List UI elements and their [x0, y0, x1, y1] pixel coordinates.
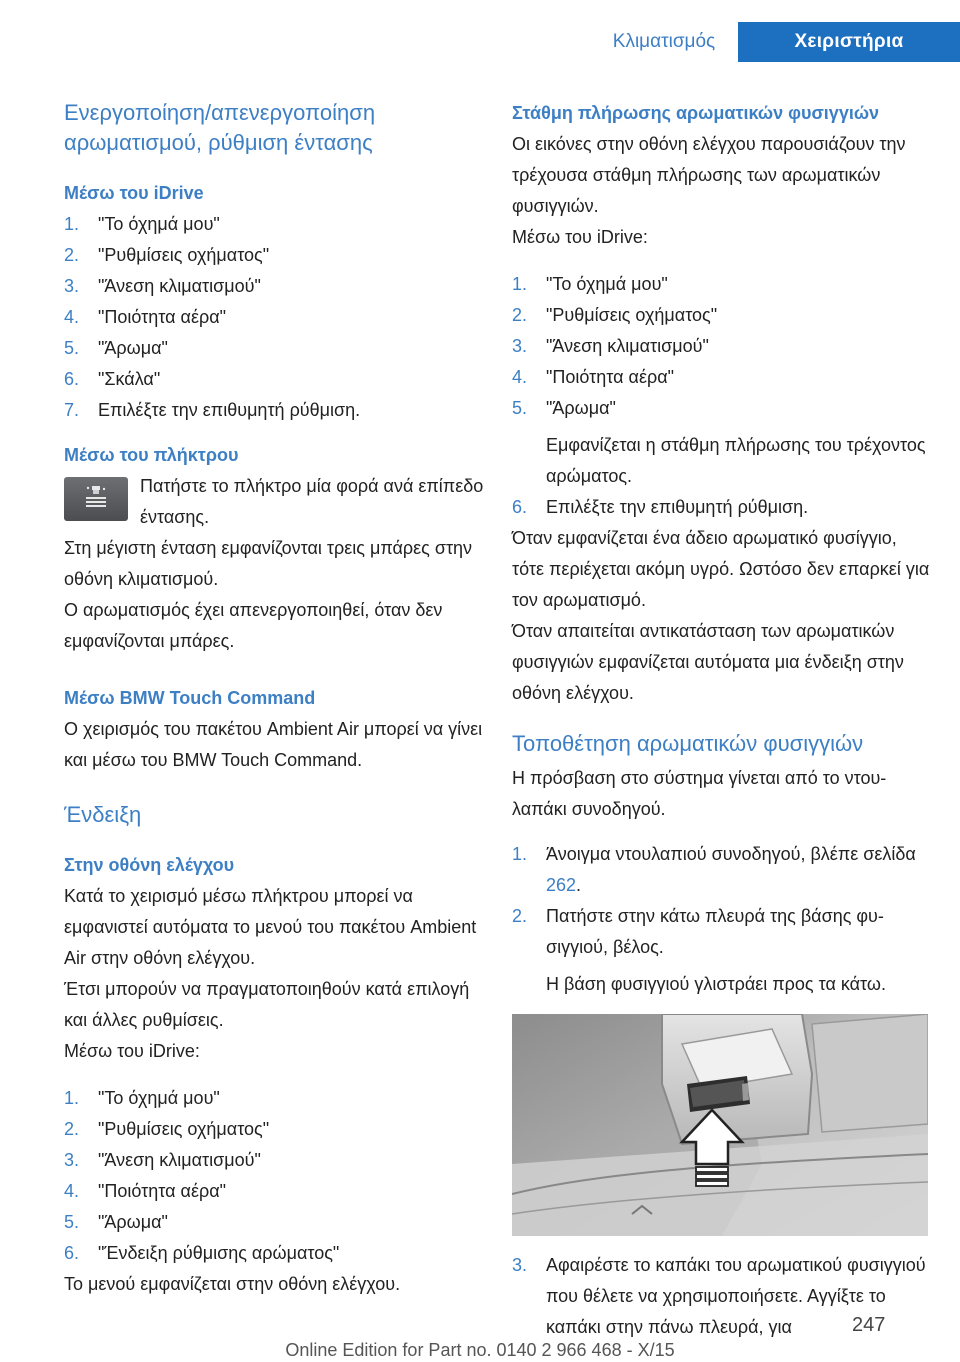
list-item: 1. Άνοιγμα ντουλαπιού συνοδηγού, βλέπε σελίδα 262.	[512, 844, 916, 895]
list-item: 5. "Άρωμα" Εμφανίζεται η στάθμη πλήρωσης του τρέχοντος αρώματος.	[512, 398, 926, 486]
list-item: 6. "Ένδειξη ρύθμισης αρώματος"	[64, 1243, 340, 1263]
fill-steps-list	[512, 269, 932, 523]
paragraph: Οι εικόνες στην οθόνη ελέγχου παρουσιάζουν την τρέχουσα στάθμη πλήρωσης των αρωματικών φυσιγγιών.	[512, 134, 906, 216]
paragraph: Κατά το χειρισμό μέσω πλήκτρου μπορεί να εμφανιστεί αυτόματα το μενού του πακέτου Ambient Air στην οθόνη ελέγχου.	[64, 886, 477, 968]
button-instruction	[64, 471, 484, 533]
paragraph: Μέσω του iDrive:	[512, 227, 648, 247]
paragraph: Ο χειρισμός του πακέτου Ambient Air μπορεί να γίνει και μέσω του BMW Touch Command.	[64, 719, 483, 770]
subheading-control-display: Στην οθόνη ελέγχου	[64, 855, 235, 875]
page-header	[0, 22, 960, 62]
subheading-fill-level: Στάθμη πλήρωσης αρωματικών φυσιγγιών	[512, 103, 880, 123]
list-item: 2. "Ρυθμίσεις οχήματος"	[64, 1119, 270, 1139]
subheading-idrive: Μέσω του iDrive	[64, 183, 204, 203]
paragraph: Στη μέγιστη ένταση εμφανίζονται τρεις μπάρες στην οθόνη κλιματισμού.	[64, 538, 473, 589]
list-item: 1. "Το όχημά μου"	[64, 1088, 220, 1108]
list-item: 4. "Ποιότητα αέρα"	[64, 307, 227, 327]
list-item: 4. "Ποιότητα αέρα"	[64, 1181, 227, 1201]
button-instruction-text: Πατήστε το πλήκτρο μία φορά ανά επίπεδο έντασης.	[140, 476, 484, 527]
list-item: 3. Αφαιρέστε το καπάκι του αρωματικού φυσιγγιού που θέλετε να χρησιμοποιήσετε. Αγγίξτε το καπάκι στην πάνω πλευρά, για	[512, 1255, 926, 1337]
list-item: 3. "Άνεση κλιματισμού"	[64, 276, 261, 296]
section-title-activation: Ενεργοποίηση/απενεργοποίηση αρωματισμού, ρύθμιση έντασης	[64, 100, 376, 155]
fragrance-button-icon	[64, 477, 128, 521]
edition-footer: Online Edition for Part no. 0140 2 966 468 - X/15	[285, 1340, 675, 1360]
header-chapter[interactable]: Κλιματισμός	[612, 31, 716, 52]
paragraph: Όταν εμφανίζεται ένα άδειο αρωματικό φυσίγγιο, τότε περιέχεται ακόμη υγρό. Ωστόσο δεν επαρκεί για τον αρωματισμό.	[512, 528, 930, 610]
section-title-indication: Ένδειξη	[64, 802, 142, 827]
list-item: 7. Επιλέξτε την επιθυμητή ρύθμιση.	[64, 400, 361, 420]
list-item: 5. "Άρωμα"	[64, 338, 168, 358]
list-item: 3. "Άνεση κλιματισμού"	[512, 336, 709, 356]
display-steps-list	[64, 1083, 484, 1269]
idrive-steps-list	[64, 209, 484, 426]
section-title-insert-cartridges: Τοποθέτηση αρωματικών φυσιγγιών	[512, 731, 864, 756]
list-item: 2. "Ρυθμίσεις οχήματος"	[512, 305, 718, 325]
page-reference-link[interactable]: 262	[546, 875, 577, 895]
paragraph: Έτσι μπορούν να πραγματοποιηθούν κατά επιλογή και άλλες ρυθμίσεις.	[64, 979, 470, 1030]
subheading-button: Μέσω του πλήκτρου	[64, 445, 239, 465]
list-item: 3. "Άνεση κλιματισμού"	[64, 1150, 261, 1170]
left-column	[64, 98, 484, 1300]
paragraph: Ο αρωματισμός έχει απενεργοποιηθεί, όταν δεν εμφανίζονται μπάρες.	[64, 600, 443, 651]
right-column	[512, 98, 932, 1343]
paragraph: Η πρόσβαση στο σύστημα γίνεται από το ντουλαπάκι συνοδηγού.	[512, 768, 887, 819]
subheading-touch-command: Μέσω BMW Touch Command	[64, 688, 316, 708]
page-number: 247	[852, 1314, 886, 1336]
place-steps-list	[512, 839, 932, 1000]
list-item: 6. "Σκάλα"	[64, 369, 161, 389]
list-item: 1. "Το όχημά μου"	[512, 274, 668, 294]
list-item: 4. "Ποιότητα αέρα"	[512, 367, 675, 387]
paragraph: Όταν απαιτείται αντικατάσταση των αρωματικών φυσιγγιών εμφανίζεται αυτόματα μια ένδειξη στην οθόνη ελέγχου.	[512, 621, 904, 703]
header-section-active[interactable]: Χειριστήρια	[738, 22, 960, 62]
list-item: 2. "Ρυθμίσεις οχήματος"	[64, 245, 270, 265]
paragraph: Μέσω του iDrive:	[64, 1041, 200, 1061]
list-item: 1. "Το όχημά μου"	[64, 214, 220, 234]
list-item: 2. Πατήστε στην κάτω πλευρά της βάσης φυσιγγιού, βέλος. Η βάση φυσιγγιού γλιστράει προς τα κάτω.	[512, 906, 886, 994]
list-item: 6. Επιλέξτε την επιθυμητή ρύθμιση.	[512, 497, 809, 517]
paragraph: Το μενού εμφανίζεται στην οθόνη ελέγχου.	[64, 1274, 401, 1294]
list-item: 5. "Άρωμα"	[64, 1212, 168, 1232]
glovebox-cartridge-photo	[512, 1014, 928, 1236]
